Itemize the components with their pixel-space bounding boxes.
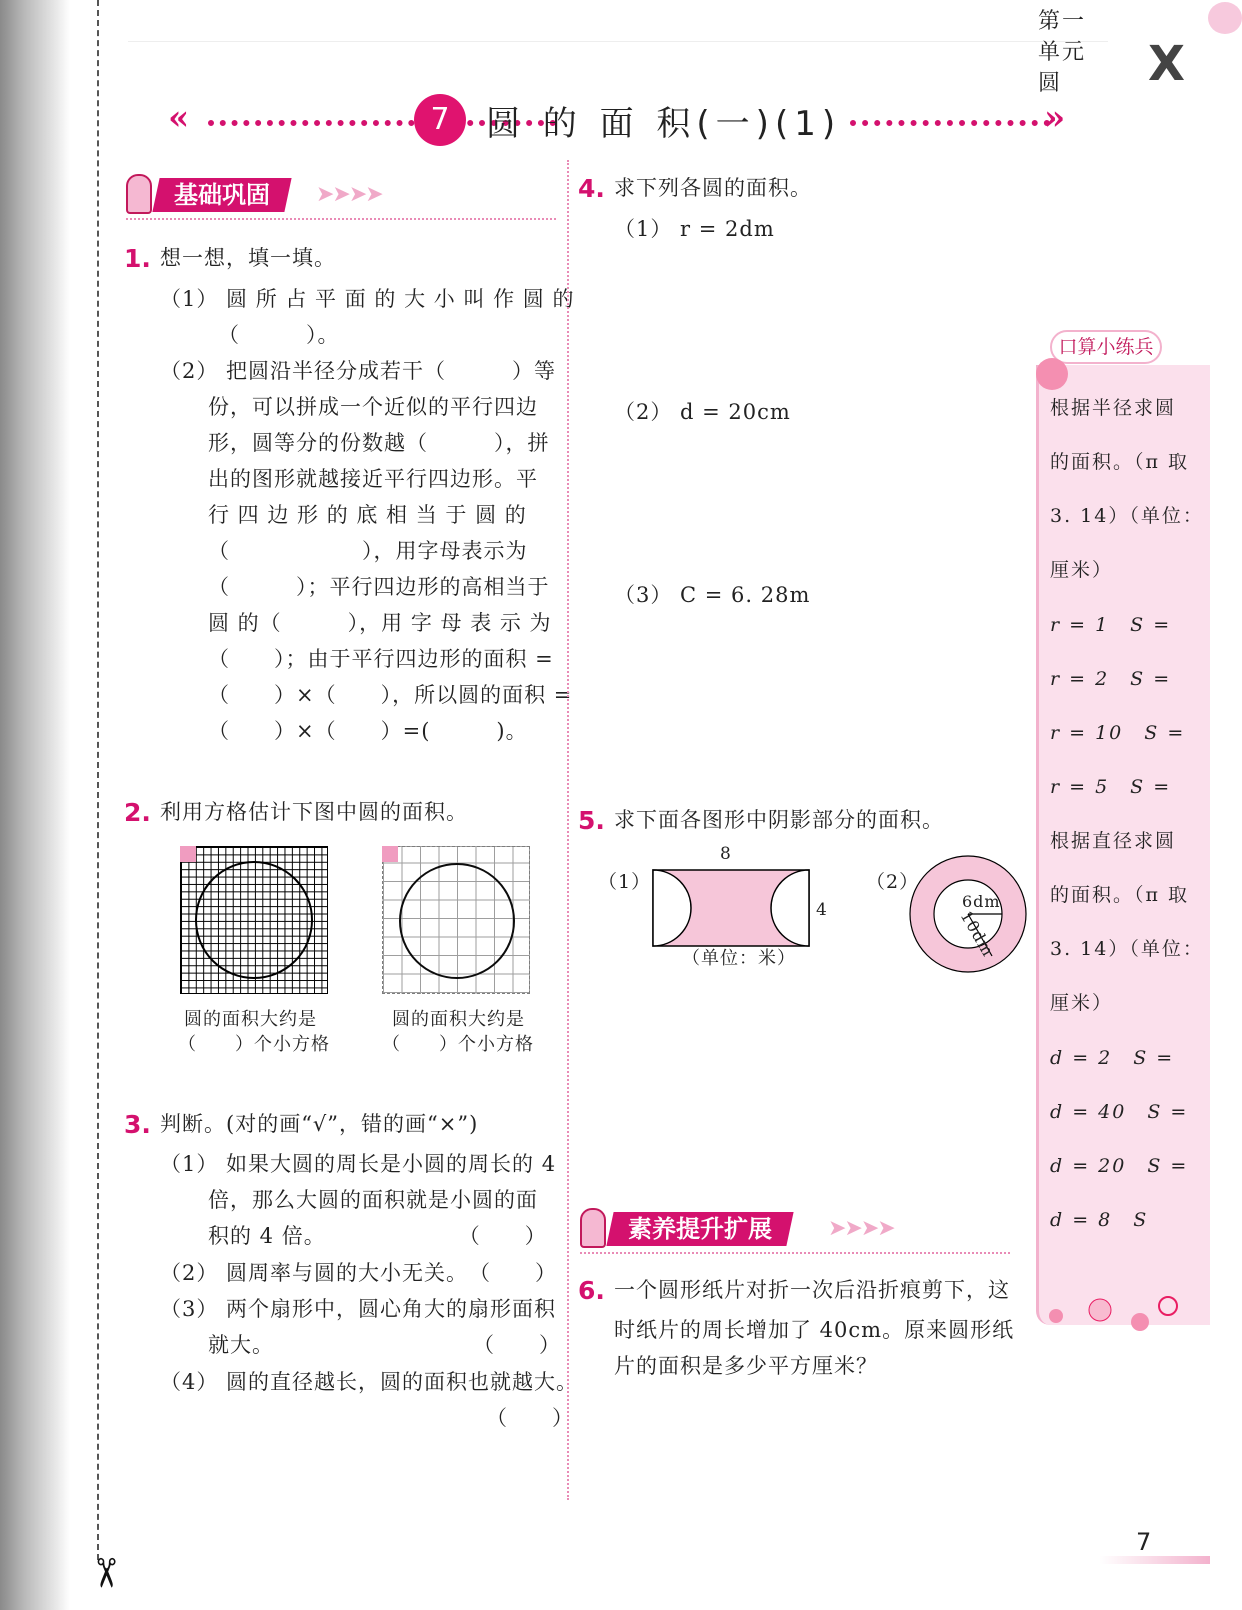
question-stem: 求下面各图形中阴影部分的面积。 <box>614 808 944 832</box>
sidebar-exercise: r = 10 S = <box>1050 722 1186 744</box>
q1-line: 圆 的（ ），用 字 母 表 示 为 <box>208 611 552 635</box>
unit-note: （单位：米） <box>682 948 796 969</box>
dimension-label: 4 <box>816 900 828 920</box>
sidebar-line: 根据直径求圆 <box>1050 830 1177 852</box>
q3-line: （4） 圆的直径越长，圆的面积也就越大。 <box>160 1370 579 1394</box>
sidebar-exercise: r = 1 S = <box>1050 614 1172 636</box>
sidebar-line: 厘米） <box>1050 992 1114 1014</box>
question-stem: 判断。(对的画“√”，错的画“×”) <box>160 1112 479 1136</box>
scissors-icon: ✂ <box>81 1556 128 1590</box>
page-number: 7 <box>1136 1528 1152 1556</box>
arrows-icon: ➤➤➤➤ <box>316 182 382 207</box>
q3-line: 就大。 （ ） <box>208 1333 561 1357</box>
section-divider <box>126 218 556 220</box>
q1-line: （ ）。 <box>218 323 340 347</box>
sidebar-line: 厘米） <box>1050 559 1114 581</box>
girl-icon <box>126 174 152 214</box>
sidebar-exercise: r = 2 S = <box>1050 668 1172 690</box>
sidebar-line: 3. 14）（单位： <box>1050 938 1204 960</box>
column-divider <box>567 160 569 1500</box>
q3-line: 积的 4 倍。 （ ） <box>208 1224 547 1248</box>
sidebar-exercise: r = 5 S = <box>1050 776 1172 798</box>
q1-line: （ ），用字母表示为 <box>208 539 528 563</box>
circle-shape <box>399 863 515 979</box>
question-stem: 求下列各圆的面积。 <box>614 176 812 200</box>
page-header <box>128 0 1111 96</box>
sidebar-line: 3. 14）（单位： <box>1050 505 1204 527</box>
flower-decoration-icon <box>1044 1296 1184 1336</box>
girl-icon <box>1208 2 1242 34</box>
q6-line: 片的面积是多少平方厘米？ <box>614 1354 878 1378</box>
q3-line: 倍，那么大圆的面积就是小圆的面 <box>208 1188 538 1212</box>
double-chevron-left-icon: « <box>168 98 190 138</box>
question-number: 6. <box>578 1276 605 1305</box>
q1-line: （ ）×（ ）=( )。 <box>208 719 528 743</box>
question-number: 5. <box>578 806 605 835</box>
radius-label: 6dm <box>962 892 1001 911</box>
question-number: 4. <box>578 174 605 203</box>
dimension-label: 8 <box>720 844 732 864</box>
sidebar-line: 根据半径求圆 <box>1050 397 1177 419</box>
q4-part: （1） r = 2dm <box>614 217 775 241</box>
figure-label: （1） <box>598 871 652 893</box>
q1-line: （2） 把圆沿半径分成若干（ ）等 <box>160 359 557 383</box>
section-divider <box>580 1252 1010 1254</box>
grid-figure-coarse <box>382 846 530 994</box>
sidebar-exercise: d = 2 S = <box>1050 1047 1175 1069</box>
unit-square-marker <box>382 846 398 862</box>
arrows-icon: ➤➤➤➤ <box>828 1216 894 1241</box>
question-number: 3. <box>124 1110 151 1139</box>
question-stem: 利用方格估计下图中圆的面积。 <box>160 800 468 824</box>
section-extension-header <box>580 1208 1012 1248</box>
sidebar-exercise: d = 20 S = <box>1050 1155 1189 1177</box>
unit-square-marker <box>180 846 196 862</box>
question-number: 1. <box>124 244 151 273</box>
sidebar-title: 口算小练兵 <box>1050 330 1162 364</box>
grid-figure-fine <box>180 846 328 994</box>
q3-line: （3） 两个扇形中，圆心角大的扇形面积 <box>160 1297 557 1321</box>
question-number: 2. <box>124 798 151 827</box>
q3-line: （1） 如果大圆的周长是小圆的周长的 4 <box>160 1152 557 1176</box>
q3-line: （2） 圆周率与圆的大小无关。 （ ） <box>160 1261 558 1285</box>
q3-line: （ ） <box>486 1406 574 1430</box>
binding-gutter <box>0 0 70 1610</box>
q6-line: 一个圆形纸片对折一次后沿折痕剪下，这 <box>614 1278 1010 1302</box>
lesson-title: 圆 的 面 积(一)(1) <box>486 104 842 144</box>
girl-icon <box>580 1208 606 1248</box>
figure-label: （2） <box>866 871 920 893</box>
q4-part: （2） d = 20cm <box>614 400 791 424</box>
q1-line: 出的图形就越接近平行四边形。平 <box>208 467 538 491</box>
q1-line: （ ）；平行四边形的高相当于 <box>208 575 550 599</box>
q1-line: 形，圆等分的份数越（ ），拼 <box>208 431 550 455</box>
title-dots-right <box>850 120 1050 126</box>
cut-line <box>97 0 99 1560</box>
section-badge: 素养提升扩展 <box>606 1212 793 1246</box>
question-stem: 想一想，填一填。 <box>160 246 336 270</box>
q6-line: 时纸片的周长增加了 40cm。原来圆形纸 <box>614 1318 1015 1342</box>
double-chevron-right-icon: » <box>1044 98 1066 138</box>
sidebar-exercise: d = 40 S = <box>1050 1101 1189 1123</box>
lesson-title-bar <box>168 100 1068 150</box>
q1-line: 行 四 边 形 的 底 相 当 于 圆 的 <box>208 503 527 527</box>
radius-label: 10dm <box>956 907 998 961</box>
lesson-number-badge: 7 <box>414 94 466 146</box>
grid-caption: 圆的面积大约是 <box>392 1009 525 1030</box>
circle-shape <box>195 861 313 979</box>
sidebar-exercise: d = 8 S <box>1050 1209 1149 1231</box>
flower-icon <box>1036 358 1068 390</box>
grid-caption: （ ）个小方格 <box>382 1034 534 1055</box>
section-basic-header <box>126 174 558 214</box>
grid-caption: （ ）个小方格 <box>178 1034 330 1055</box>
grid-caption: 圆的面积大约是 <box>184 1009 317 1030</box>
sidebar-line: 的面积。（π 取 <box>1050 451 1190 473</box>
unit-title: 第一单元 圆 <box>1038 9 1111 96</box>
q1-line: （1） 圆 所 占 平 面 的 大 小 叫 作 圆 的 <box>160 287 575 311</box>
sidebar-line: 的面积。（π 取 <box>1050 884 1190 906</box>
page-number-bar <box>1100 1556 1210 1564</box>
q4-part: （3） C = 6. 28m <box>614 583 811 607</box>
close-mark[interactable]: X <box>1148 36 1186 92</box>
q1-line: （ ）×（ ），所以圆的面积 = <box>208 683 573 707</box>
q1-line: （ ）；由于平行四边形的面积 = <box>208 647 554 671</box>
q1-line: 份，可以拼成一个近似的平行四边 <box>208 395 538 419</box>
section-badge: 基础巩固 <box>152 178 291 212</box>
